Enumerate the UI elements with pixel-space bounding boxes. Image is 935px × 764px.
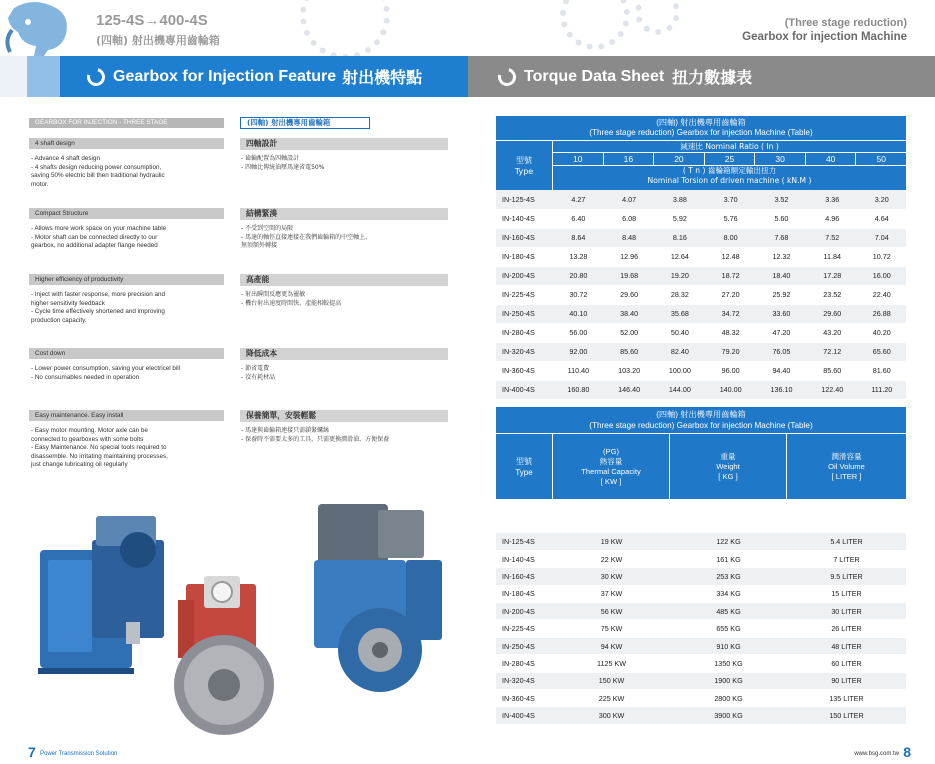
bullet-line: - 沒有耗材品 xyxy=(241,373,276,381)
oil-cell: 30 LITER xyxy=(787,603,906,620)
torque-ribbon-cn: 扭力數據表 xyxy=(672,70,753,87)
feature-cn-heading: 四軸設計 xyxy=(240,138,448,150)
table-row xyxy=(496,209,906,228)
oil-cell: 150 LITER xyxy=(787,707,906,724)
gear-decoration xyxy=(300,0,390,60)
torque-cell: 35.68 xyxy=(655,304,706,323)
feature-cn-bullets xyxy=(241,365,461,382)
model-range: 125-4S→400-4S xyxy=(96,12,208,29)
bullet-line: - 保養時不需要太多的工具，只需更換潤滑油，方便保養 xyxy=(241,435,390,443)
ratio-value: 16 xyxy=(604,153,655,165)
feature-cn-bullets xyxy=(241,291,461,308)
model-cell: IN-280-4S xyxy=(496,655,553,672)
torque-cell: 20.80 xyxy=(553,266,604,285)
ribbon-cap xyxy=(0,56,60,97)
page-number-left: 7 xyxy=(28,744,36,760)
torque-cell: 8.16 xyxy=(655,228,706,247)
torque-data xyxy=(496,190,906,400)
model-cell: IN-225-4S xyxy=(496,285,553,304)
weight-cell: 1900 KG xyxy=(670,672,787,689)
bullet-line: motor. xyxy=(31,180,49,188)
torque-cell: 30.72 xyxy=(553,285,604,304)
thermal-cell: 30 KW xyxy=(553,568,670,585)
features-en-title: GEARBOX FOR INJECTION - THREE STAGE xyxy=(29,118,224,128)
footer-brand-text: Power Transmission Solution xyxy=(40,751,118,757)
swirl-icon xyxy=(84,64,109,89)
model-cell: IN-280-4S xyxy=(496,323,553,342)
table-row xyxy=(496,707,906,724)
torque-cell: 38.40 xyxy=(604,304,655,323)
table-row xyxy=(496,637,906,654)
gear-decoration xyxy=(560,0,630,50)
torque-cell: 12.64 xyxy=(655,247,706,266)
torque-cell: 85.60 xyxy=(604,342,655,361)
bullet-line: - 射出瞬間反應更為靈敏 xyxy=(241,291,306,298)
torque-cell: 122.40 xyxy=(807,380,858,399)
ratio-label: 減速比 Nominal Ratio ( In ) xyxy=(553,141,906,153)
torque-cell: 3.70 xyxy=(705,190,756,209)
feature-cn-heading: 結構緊湊 xyxy=(240,208,448,220)
model-cell: IN-400-4S xyxy=(496,380,553,399)
bullet-line: gearbox, no additional adapter flange needed xyxy=(31,242,158,250)
model-cell: IN-180-4S xyxy=(496,585,553,602)
feature-en-heading: 4 shaft design xyxy=(29,138,224,149)
torque-cell: 19.68 xyxy=(604,266,655,285)
thermal-cell: 19 KW xyxy=(553,533,670,550)
torque-cell: 65.60 xyxy=(858,342,906,361)
feature-en-bullets xyxy=(31,225,231,251)
gearbox-photos xyxy=(28,490,468,740)
torque-cell: 140.00 xyxy=(705,380,756,399)
torque-cell: 12.48 xyxy=(705,247,756,266)
bullet-line: - 機台射出速度時間快，產能相較提高 xyxy=(241,299,342,307)
table-row xyxy=(496,190,906,209)
header-cn-title: (四軸) 射出機專用齒輪箱 xyxy=(96,34,220,47)
header-en-title: Gearbox for injection Machine xyxy=(742,31,907,43)
ratio-value: 50 xyxy=(876,154,886,164)
capacity-type-cn: 型號 xyxy=(516,456,532,466)
bullet-line: - 馬達與齒輪箱連接只需鎖緊螺絲 xyxy=(241,427,330,434)
torque-cell: 85.60 xyxy=(807,361,858,380)
torque-cell: 92.00 xyxy=(553,342,604,361)
feature-cn-bullets xyxy=(241,427,461,444)
bullet-line: - 4 shafts design reducing power consumption, xyxy=(31,163,162,171)
torque-cell: 3.88 xyxy=(655,190,706,209)
torque-cell: 82.40 xyxy=(655,342,706,361)
bullet-line: - 馬達的軸徑直接連接在我們齒輪箱的中空軸上， xyxy=(241,233,372,241)
torque-ribbon xyxy=(468,56,935,97)
table-row xyxy=(496,550,906,567)
torque-table xyxy=(496,116,906,400)
model-cell: IN-360-4S xyxy=(496,361,553,380)
weight-cell: 3900 KG xyxy=(670,707,787,724)
model-cell: IN-400-4S xyxy=(496,707,553,724)
thermal-cell: 37 KW xyxy=(553,585,670,602)
table-row xyxy=(496,568,906,585)
feature-cn-heading: 保養簡單，安裝輕鬆 xyxy=(240,410,448,422)
table-row xyxy=(496,603,906,620)
feature-en-bullets xyxy=(31,155,231,189)
model-cell: IN-125-4S xyxy=(496,533,553,550)
bullet-line: saving 50% electric bill then traditional hydraulic xyxy=(31,172,165,180)
torque-label-1: ( T n ) 齒輪箱額定輸出扭力 xyxy=(682,166,777,175)
torque-cell: 52.00 xyxy=(604,323,655,342)
table-row xyxy=(496,380,906,399)
torque-cell: 5.60 xyxy=(756,209,807,228)
ratio-value: 40 xyxy=(806,153,857,165)
table-row xyxy=(496,323,906,342)
model-cell: IN-160-4S xyxy=(496,228,553,247)
weight-cell: 1350 KG xyxy=(670,655,787,672)
thermal-capacity-header: (PG) 熱容量 Thermal Capacity [ KW ] xyxy=(553,434,670,499)
table-row xyxy=(496,690,906,707)
table-row xyxy=(496,655,906,672)
torque-cell: 6.40 xyxy=(553,209,604,228)
torque-cell: 4.96 xyxy=(807,209,858,228)
feature-en-bullets xyxy=(31,365,231,382)
model-cell: IN-320-4S xyxy=(496,672,553,689)
torque-cell: 12.96 xyxy=(604,247,655,266)
torque-cell: 12.32 xyxy=(756,247,807,266)
thermal-cell: 75 KW xyxy=(553,620,670,637)
table-row xyxy=(496,342,906,361)
model-cell: IN-225-4S xyxy=(496,620,553,637)
ratio-value: 25 xyxy=(705,153,756,165)
torque-cell: 8.48 xyxy=(604,228,655,247)
feature-ribbon xyxy=(27,56,468,97)
table-row xyxy=(496,266,906,285)
weight-cell: 485 KG xyxy=(670,603,787,620)
torque-cell: 96.00 xyxy=(705,361,756,380)
feature-en-heading: Cost down xyxy=(29,348,224,359)
page-number-right: 8 xyxy=(903,744,911,760)
bullet-line: - Advance 4 shaft design xyxy=(31,155,100,162)
torque-type-en: Type xyxy=(514,166,534,176)
bullet-line: - No consumables needed in operation xyxy=(31,373,140,381)
table-row xyxy=(496,285,906,304)
bullet-line: higher sensitivity feedback xyxy=(31,299,105,307)
torque-cell: 110.40 xyxy=(553,361,604,380)
bullet-line: - Allows more work space on your machine table xyxy=(31,225,167,232)
torque-cell: 7.52 xyxy=(807,228,858,247)
oil-volume-header: 潤滑容量 Oil Volume [ LITER ] xyxy=(828,451,865,481)
torque-cell: 136.10 xyxy=(756,380,807,399)
bullet-line: production capacity. xyxy=(31,316,87,324)
torque-cell: 144.00 xyxy=(655,380,706,399)
torque-cell: 40.10 xyxy=(553,304,604,323)
feature-en-heading: Compact Structure xyxy=(29,208,224,219)
feature-en-heading: Higher efficiency of productivity xyxy=(29,274,224,285)
torque-cell: 94.40 xyxy=(756,361,807,380)
model-cell: IN-320-4S xyxy=(496,342,553,361)
feature-cn-heading: 降低成本 xyxy=(240,348,448,360)
torque-cell: 4.27 xyxy=(553,190,604,209)
bullet-line: - 不受到空間的局限 xyxy=(241,225,294,232)
weight-cell: 655 KG xyxy=(670,620,787,637)
torque-cell: 100.00 xyxy=(655,361,706,380)
torque-cell: 34.72 xyxy=(705,304,756,323)
model-cell: IN-125-4S xyxy=(496,190,553,209)
model-cell: IN-250-4S xyxy=(496,637,553,654)
weight-cell: 253 KG xyxy=(670,568,787,585)
torque-cell: 28.32 xyxy=(655,285,706,304)
torque-cell: 27.20 xyxy=(705,285,756,304)
torque-cell: 3.36 xyxy=(807,190,858,209)
torque-cell: 4.64 xyxy=(858,209,906,228)
oil-cell: 15 LITER xyxy=(787,585,906,602)
model-cell: IN-180-4S xyxy=(496,247,553,266)
oil-cell: 135 LITER xyxy=(787,690,906,707)
bullet-line: - 齒輪配置為四軸設計 xyxy=(241,155,300,162)
weight-header: 重量 Weight [ KG ] xyxy=(670,434,787,499)
torque-cell: 22.40 xyxy=(858,285,906,304)
bullet-line: - 節省電費 xyxy=(241,365,270,372)
feature-cn-bullets xyxy=(241,155,461,172)
feature-cn-bullets xyxy=(241,225,461,251)
capacity-table xyxy=(496,407,906,725)
weight-cell: 122 KG xyxy=(670,533,787,550)
elephant-logo xyxy=(4,0,84,56)
torque-cell: 160.80 xyxy=(553,380,604,399)
torque-type-cn: 型號 xyxy=(516,155,532,165)
torque-cell: 16.00 xyxy=(858,266,906,285)
thermal-cell: 225 KW xyxy=(553,690,670,707)
torque-cell: 81.60 xyxy=(858,361,906,380)
torque-cell: 33.60 xyxy=(756,304,807,323)
oil-cell: 60 LITER xyxy=(787,655,906,672)
table-row xyxy=(496,247,906,266)
torque-cell: 7.04 xyxy=(858,228,906,247)
torque-cell: 23.52 xyxy=(807,285,858,304)
torque-cell: 50.40 xyxy=(655,323,706,342)
oil-cell: 9.5 LITER xyxy=(787,568,906,585)
thermal-cell: 56 KW xyxy=(553,603,670,620)
torque-cell: 111.20 xyxy=(858,380,906,399)
bullet-line: 無須額外轉接 xyxy=(241,242,278,250)
torque-cell: 7.68 xyxy=(756,228,807,247)
torque-cell: 17.28 xyxy=(807,266,858,285)
torque-cell: 56.00 xyxy=(553,323,604,342)
bullet-line: - Motor shaft can be connected directly to our xyxy=(31,233,158,241)
footer-url[interactable]: www.bsg.com.tw xyxy=(854,751,899,757)
torque-cell: 3.20 xyxy=(858,190,906,209)
ratio-value: 20 xyxy=(654,153,705,165)
torque-cell: 29.60 xyxy=(807,304,858,323)
model-cell: IN-200-4S xyxy=(496,603,553,620)
torque-cell: 18.40 xyxy=(756,266,807,285)
oil-cell: 7 LITER xyxy=(787,550,906,567)
capacity-title-en: (Three stage reduction) Gearbox for injection Machine (Table) xyxy=(589,421,813,430)
capacity-data xyxy=(496,533,906,725)
torque-cell: 48.32 xyxy=(705,323,756,342)
torque-cell: 8.00 xyxy=(705,228,756,247)
weight-cell: 334 KG xyxy=(670,585,787,602)
weight-cell: 161 KG xyxy=(670,550,787,567)
torque-cell: 26.88 xyxy=(858,304,906,323)
bullet-line: - Easy motor mounting. Motor axle can be xyxy=(31,427,148,434)
torque-cell: 8.64 xyxy=(553,228,604,247)
torque-cell: 4.07 xyxy=(604,190,655,209)
weight-cell: 2800 KG xyxy=(670,690,787,707)
torque-cell: 13.28 xyxy=(553,247,604,266)
model-cell: IN-200-4S xyxy=(496,266,553,285)
table-row xyxy=(496,533,906,550)
torque-title-en: (Three stage reduction) Gearbox for injection Machine (Table) xyxy=(589,128,813,137)
weight-cell: 910 KG xyxy=(670,637,787,654)
torque-cell: 146.40 xyxy=(604,380,655,399)
ratio-header-row xyxy=(553,153,906,166)
table-row xyxy=(496,620,906,637)
oil-cell: 90 LITER xyxy=(787,672,906,689)
table-row xyxy=(496,672,906,689)
bullet-line: just change lubricating oil regularly xyxy=(31,461,128,469)
thermal-cell: 22 KW xyxy=(553,550,670,567)
bullet-line: disassemble. No irritating maintaining processes, xyxy=(31,452,168,460)
torque-cell: 72.12 xyxy=(807,342,858,361)
oil-cell: 48 LITER xyxy=(787,637,906,654)
torque-cell: 29.60 xyxy=(604,285,655,304)
model-cell: IN-140-4S xyxy=(496,209,553,228)
table-row xyxy=(496,361,906,380)
model-cell: IN-140-4S xyxy=(496,550,553,567)
oil-cell: 26 LITER xyxy=(787,620,906,637)
model-cell: IN-250-4S xyxy=(496,304,553,323)
torque-cell: 76.05 xyxy=(756,342,807,361)
table-row xyxy=(496,228,906,247)
torque-cell: 18.72 xyxy=(705,266,756,285)
ratio-value: 10 xyxy=(553,153,604,165)
thermal-cell: 300 KW xyxy=(553,707,670,724)
ratio-value: 30 xyxy=(755,153,806,165)
thermal-cell: 1125 KW xyxy=(553,655,670,672)
feature-ribbon-en: Gearbox for Injection Feature xyxy=(113,67,337,85)
torque-cell: 6.08 xyxy=(604,209,655,228)
torque-label-2: Nominal Torsion of driven machine ( kN.M ) xyxy=(647,176,812,185)
torque-cell: 3.52 xyxy=(756,190,807,209)
torque-title-cn: (四軸) 射出機專用齒輪箱 xyxy=(656,118,746,127)
feature-en-heading: Easy maintenance. Easy install xyxy=(29,410,224,421)
feature-cn-heading: 高產能 xyxy=(240,274,448,286)
capacity-type-en: Type xyxy=(515,467,533,477)
model-cell: IN-160-4S xyxy=(496,568,553,585)
torque-cell: 11.84 xyxy=(807,247,858,266)
bullet-line: connected to gearboxes with some bolts xyxy=(31,435,144,443)
header-en-sub: (Three stage reduction) xyxy=(784,17,907,29)
thermal-cell: 94 KW xyxy=(553,637,670,654)
thermal-cell: 150 KW xyxy=(553,672,670,689)
oil-cell: 5.4 LITER xyxy=(787,533,906,550)
gear-decoration xyxy=(635,0,680,35)
torque-cell: 19.20 xyxy=(655,266,706,285)
torque-cell: 25.92 xyxy=(756,285,807,304)
bullet-line: - Cycle time effectively shortened and improving xyxy=(31,308,165,316)
feature-en-bullets xyxy=(31,291,231,325)
torque-cell: 10.72 xyxy=(858,247,906,266)
features-cn-title: (四軸) 射出機專用齒輪箱 xyxy=(240,117,370,129)
bullet-line: - Lower power consumption, saving your electricel bill xyxy=(31,365,181,372)
feature-ribbon-cn: 射出機特點 xyxy=(342,70,423,87)
table-row xyxy=(496,304,906,323)
capacity-title-cn: (四軸) 射出機專用齒輪箱 xyxy=(656,410,746,419)
torque-cell: 5.92 xyxy=(655,209,706,228)
torque-cell: 5.76 xyxy=(705,209,756,228)
model-cell: IN-360-4S xyxy=(496,690,553,707)
bullet-line: - Inject with faster response, more precision and xyxy=(31,291,166,298)
torque-cell: 103.20 xyxy=(604,361,655,380)
torque-cell: 40.20 xyxy=(858,323,906,342)
torque-cell: 43.20 xyxy=(807,323,858,342)
torque-ribbon-en: Torque Data Sheet xyxy=(524,67,665,85)
torque-cell: 79.20 xyxy=(705,342,756,361)
bullet-line: - Easy Maintenance. No special tools required to xyxy=(31,444,167,452)
table-row xyxy=(496,585,906,602)
swirl-icon xyxy=(495,64,520,89)
bullet-line: - 四軸比傳統油壓馬達省電50% xyxy=(241,163,325,171)
torque-cell: 47.20 xyxy=(756,323,807,342)
feature-en-bullets xyxy=(31,427,231,470)
